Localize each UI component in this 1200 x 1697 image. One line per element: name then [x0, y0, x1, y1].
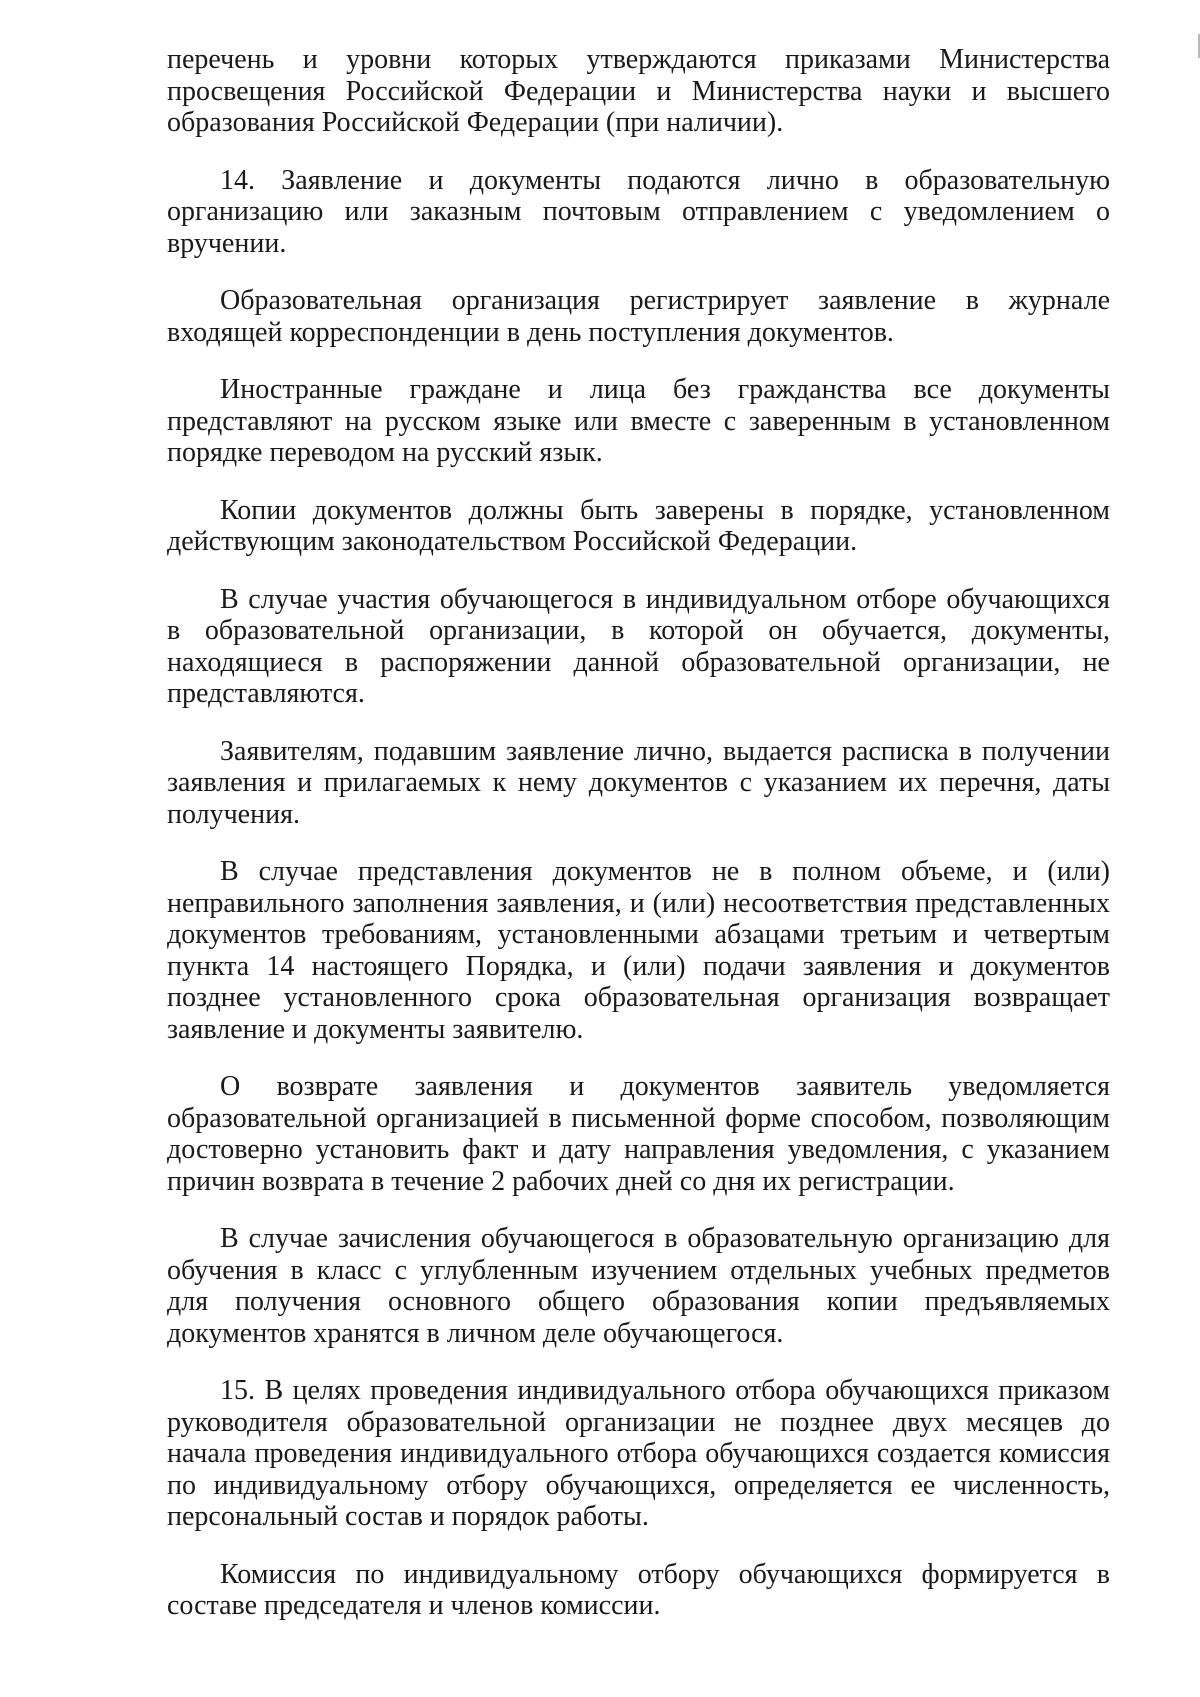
paragraph-item-14: 14. Заявление и документы подаются лично в образовательную организацию или заказным почтовым отправлением с уведомлением о вручении. [167, 164, 1110, 259]
paragraph-own-school-documents: В случае участия обучающегося в индивидуальном отборе обучающихся в образовательной организации, в которой он обучается, документы, находящиеся в распоряжении данной образовательной организации, не представляются. [167, 583, 1110, 709]
document-body [167, 44, 1110, 1622]
paragraph-registration: Образовательная организация регистрирует заявление в журнале входящей корреспонденции в день поступления документов. [167, 285, 1110, 348]
paragraph-foreign-citizens: Иностранные граждане и лица без гражданства все документы представляют на русском языке или вместе с заверенным в установленном порядке переводом на русский язык. [167, 374, 1110, 468]
paragraph-item-15: 15. В целях проведения индивидуального отбора обучающихся приказом руководителя образовательной организации не позднее двух месяцев до начала проведения индивидуального отбора обучающихся создается комиссия по индивидуальному отбору обучающихся, определяется ее численность, персональный состав и порядок работы. [167, 1375, 1110, 1532]
paragraph-receipt: Заявителям, подавшим заявление лично, выдается расписка в получении заявления и прилагаемых к нему документов с указанием их перечня, даты получения. [167, 735, 1110, 830]
paragraph-commission-composition: Комиссия по индивидуальному отбору обучающихся формируется в составе председателя и членов комиссии. [167, 1558, 1110, 1621]
paragraph-continuation: перечень и уровни которых утверждаются приказами Министерства просвещения Российской Федерации и Министерства науки и высшего образования Российской Федерации (при наличии). [167, 44, 1110, 138]
paragraph-return-conditions: В случае представления документов не в полном объеме, и (или) неправильного заполнения заявления, и (или) несоответствия представленных документов требованиям, установленными абзацами третьим и четвертым пункта 14 настоящего Порядка, и (или) подачи заявления и документов позднее установленного срока образовательная организация возвращает заявление и документы заявителю. [167, 856, 1110, 1045]
paragraph-personal-file: В случае зачисления обучающегося в образовательную организацию для обучения в класс с углубленным изучением отдельных учебных предметов для получения основного общего образования копии предъявляемых документов хранятся в личном деле обучающегося. [167, 1223, 1110, 1349]
paragraph-document-copies: Копии документов должны быть заверены в порядке, установленном действующим законодательством Российской Федерации. [167, 494, 1110, 557]
paragraph-return-notification: О возврате заявления и документов заявитель уведомляется образовательной организацией в письменной форме способом, позволяющим достоверно установить факт и дату направления уведомления, с указанием причин возврата в течение 2 рабочих дней со дня их регистрации. [167, 1071, 1110, 1197]
